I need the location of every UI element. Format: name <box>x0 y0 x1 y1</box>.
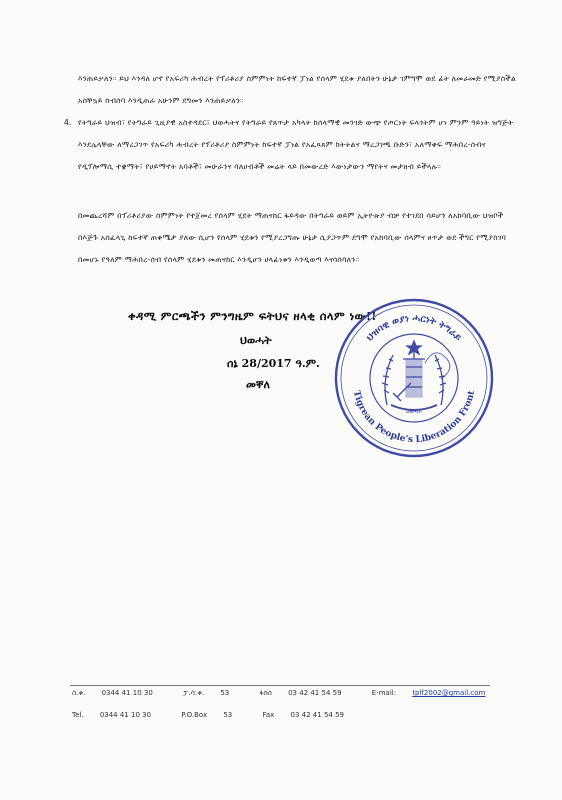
tel-number: 0344 41 10 30 <box>99 711 152 719</box>
slogan: ቀዳሚ ምርጫችን ምንግዜም ፍትህና ዘላቂ ሰላም ነው!! <box>128 309 377 323</box>
footer-row-english <box>72 711 372 719</box>
item-number: 4. <box>64 118 72 127</box>
po-box-number: 53 <box>223 711 233 719</box>
fax-number-en: 03 42 41 54 59 <box>290 711 344 719</box>
fax-number: 03 42 41 54 59 <box>288 689 342 697</box>
seal-inner-text: ህወሓት <box>406 409 422 415</box>
pobox-label: ፓ.ሳ.ቁ. <box>183 689 205 697</box>
letterhead-footer <box>0 676 562 800</box>
paragraph-2: የትግራይ ህዝብ፣ የትግራይ ጊዚያዊ አስተዳደር፣ ህወሓትና የትግራይ የጸጥታ አካላት ከሰላማዊ መንገድ ውጭ የጦርነት ፍላጎትም ሆነ ምንም ዓይነት ዝግጅት እንደሌላቸው ለማረጋገጥ የአፍሪካ ሕብረት የፕሪቶሪያ ስምምነት ከፍተኛ ፓነል የአፈጻጸም ክትትልና ማረጋገጫ ቡድን፣ አለማቀፍ ማሕበረ-ሰብና የዲፕሎማሲ ተቋማት፣ የሀይማኖት አባቶች፣ መሁራንና ባለሀብቶች መሬት ላይ በመውረድ እውነታውን ማየትና መታዘብ ይችላሉ። <box>78 118 514 171</box>
seal-top-text: ህዝባዊ ወያነ ሓርነት ትግራይ <box>364 312 464 344</box>
po-box-label: P.O.Box <box>181 711 208 719</box>
email-link[interactable]: tplf2002@gmail.com <box>412 689 486 697</box>
document-date: ሰኔ 28/2017 ዓ.ም. <box>227 357 320 370</box>
pobox-number: 53 <box>220 689 230 697</box>
fax-label: ፋክስ <box>259 689 272 697</box>
official-seal-stamp <box>333 297 495 459</box>
document-place: መቐለ <box>246 378 270 391</box>
paragraph-3: በመጨረሻም በፕሪቶሪያው ስምምነት የተጀመረ የሰላም ሂደት ማጠናከር ፋይዳው በትግራይ ወይም ኢትዮጵያ ብቻ የተገደበ ሳይሆን ለአከባቢው ህዝቦች በእጅጉ አስፈላጊ ከፍተኛ ጠቀሜታ ያለው ሲሆን የሰላም ሂደቱን የሚያረጋግጡ ሁኔታ ሲያጋጥም ደግሞ የአከባቢው ሰላምና ፀጥታ ወደ ችግር የሚያስገባ በመሆኑ የዓለም ማሕበረ-ሰብ የሰላም ሂደቱን መጠናከር እንዲሆን ሀላፊነቱን እንዲወጣ እናሳስባለን። <box>78 211 507 264</box>
tel-label: Tel. <box>72 711 84 719</box>
phone-number: 0344 41 10 30 <box>101 689 153 697</box>
svg-text:ህዝባዊ ወያነ ሓርነት ትግራይ <box>364 313 463 344</box>
organization-name: ህወሓት <box>240 334 272 347</box>
footer-row-amharic <box>72 689 513 698</box>
seal-emblem <box>382 341 446 410</box>
email-label: E-mail: <box>371 689 397 697</box>
footer-divider <box>70 685 490 686</box>
phone-label: ስ.ቁ. <box>72 689 86 697</box>
seal-bottom-text: Tigrean People's Liberation Front <box>350 389 478 446</box>
fax-label-en: Fax <box>262 711 275 719</box>
paragraph-1: እንጠይቃለን። ይህ እንዳለ ሆኖ የአፍሪካ ሕብረት የፕሪቶሪያ ስምምነት ከፍተኛ ፓነል የሰላም ሂደቱ ያለበትን ሁኔታ ገምግሞ ወደ ፊት ለመራመድ የሚያስችል አሰቸኳይ ስብሰባ እንዲጠራ አሁንም ደግመን እንጠይቃለን። <box>78 74 517 105</box>
